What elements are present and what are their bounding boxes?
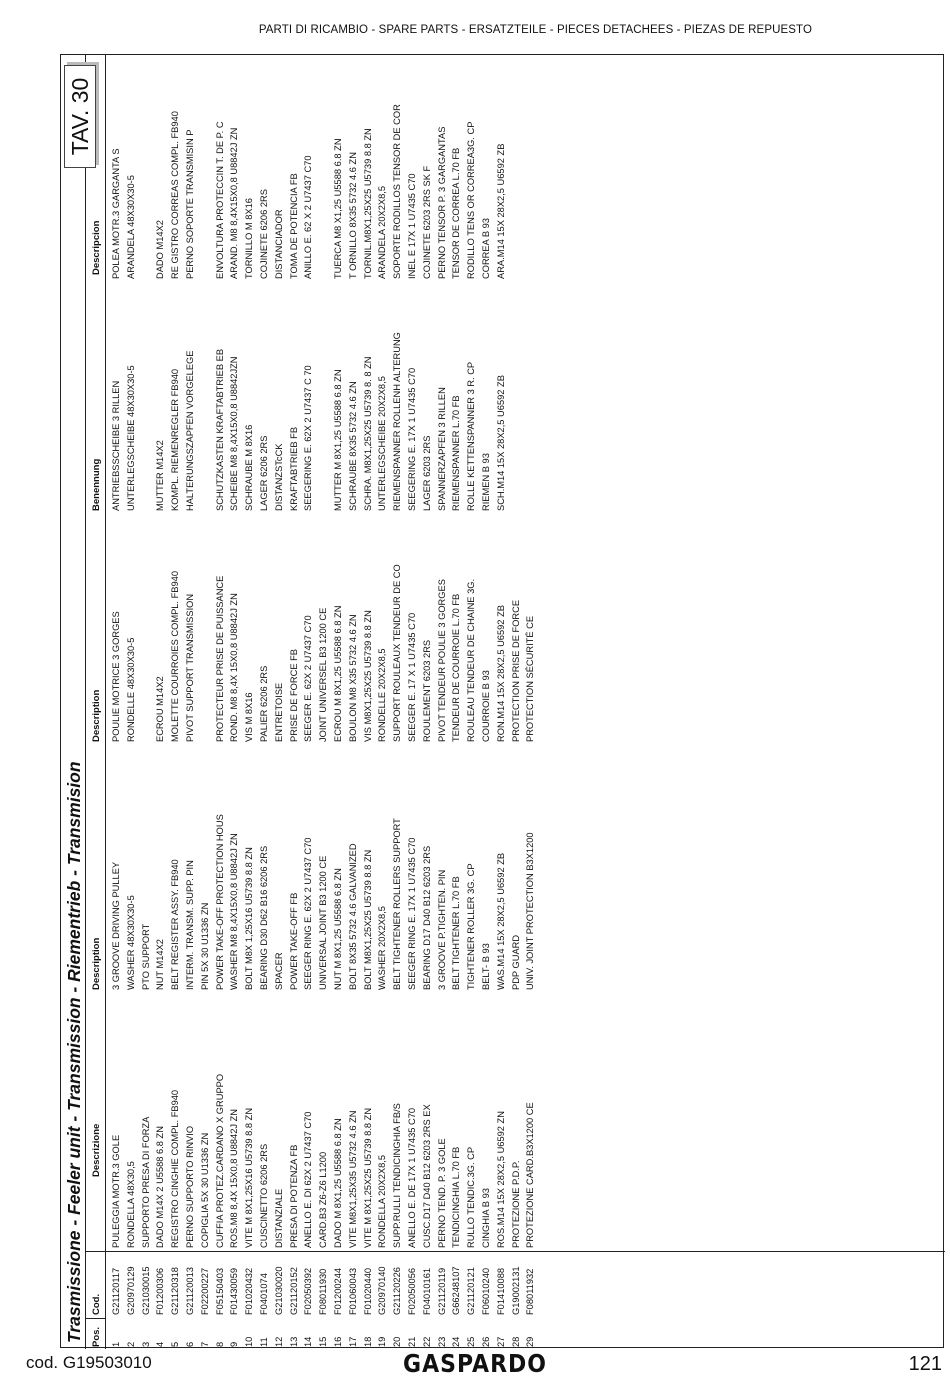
cell-code: F01410088 <box>495 1267 506 1315</box>
cell-description-fr: ROND. M8 8,4X 15X0,8 U8842J ZN <box>229 593 240 742</box>
cell-benennung: LAGER 6206 2RS <box>259 435 269 511</box>
header-descrizione: Descrizione <box>91 1123 102 1177</box>
cell-code: F08011930 <box>318 1268 329 1315</box>
cell-descripcion: ARA.M14 15X 28X2,5 U6592 ZB <box>495 143 506 279</box>
cell-descrizione: ROS.M14 15X 28X2,5 U6592 ZN <box>495 1111 506 1248</box>
cell-pos: 11 <box>259 1337 269 1347</box>
header-description-fr: Description <box>91 689 102 742</box>
cell-description-en: SPACER <box>273 952 284 990</box>
cell-description-fr: PROTECTION PRISE DE FORCE <box>510 599 521 742</box>
cell-descrizione: PROTEZIONE CARD.B3X1200 CE <box>525 1102 536 1248</box>
cell-code: F01430059 <box>229 1267 240 1315</box>
cell-pos: 5 <box>170 1341 181 1347</box>
cell-code: G20970129 <box>125 1266 136 1315</box>
cell-pos: 18 <box>362 1336 373 1347</box>
cell-description-en: POWER TAKE-OFF PROTECTION HOUS <box>214 814 225 990</box>
cell-description-en: UNIVERSAL JOINT B3 1200 CE <box>318 855 329 990</box>
cell-description-en: NUT M 8X1,25 U5588 6.8 ZN <box>333 868 343 990</box>
cell-description-fr: BOULON M8 X35 5732 4.6 ZN <box>347 614 358 742</box>
cell-description-fr: PRISE DE FORCE FB <box>288 649 299 742</box>
cell-description-en: WAS.M14 15X 28X2,5 U6592 ZB <box>495 852 506 990</box>
cell-descripcion: ARAND. M8 8,4X15X0,8 U8842J ZN <box>229 127 240 279</box>
brand-logo: GASPARDO <box>403 1350 547 1379</box>
cell-descrizione: SUPPORTO PRESA DI FORZA <box>140 1116 151 1248</box>
cell-benennung: SEEGERING E. 62X 2 U7437 C 70 <box>303 365 314 511</box>
cell-description-en: BELT TIGHTENER ROLLERS SUPPORT <box>392 818 403 990</box>
cell-description-en: PIN 5X 30 U1336 ZN <box>199 902 210 990</box>
cell-pos: 8 <box>214 1341 225 1347</box>
header-cod: Cod. <box>91 1293 102 1315</box>
cell-code: F06010240 <box>481 1267 491 1315</box>
cell-code: G20970140 <box>377 1266 388 1315</box>
cell-descripcion: RE GISTRO CORREAS COMPL. FB940 <box>170 111 181 279</box>
cell-code: F08011932 <box>525 1268 536 1315</box>
parts-table-frame <box>60 54 944 1348</box>
cell-pos: 1 <box>111 1341 121 1347</box>
cell-descrizione: PULEGGIA MOTR.3 GOLE <box>111 1134 121 1248</box>
cell-description-fr: VIS M 8X16 <box>244 692 255 742</box>
cell-benennung: ROLLE KETTENSPANNER 3 R. CP <box>466 361 477 511</box>
cell-code: F01020432 <box>244 1267 255 1315</box>
cell-pos: 12 <box>273 1336 284 1347</box>
cell-description-fr: PIVOT SUPPORT TRANSMISSION <box>185 593 195 742</box>
cell-description-en: BELT TIGHTENER L.70 FB <box>451 876 462 990</box>
cell-code: F02050056 <box>407 1267 417 1315</box>
column-divider-pos <box>85 1318 105 1319</box>
cell-pos: 22 <box>421 1336 432 1347</box>
cell-pos: 20 <box>392 1336 403 1347</box>
cell-pos: 17 <box>347 1336 358 1347</box>
cell-benennung: SCH.M14 15X 28X2,5 U6592 ZB <box>495 375 506 511</box>
cell-descrizione: PROTEZIONE P.D.P. <box>510 1160 521 1248</box>
cell-description-en: WASHER M8 8,4X15X0,8 U8842J ZN <box>229 833 240 990</box>
cell-description-en: 3 GROOVE DRIVING PULLEY <box>111 861 121 990</box>
cell-descrizione: TENDICINGHIA L.70 FB <box>451 1146 462 1248</box>
cell-descripcion: DADO M14X2 <box>155 220 166 279</box>
cell-pos: 3 <box>140 1341 151 1347</box>
cell-descripcion: TENSOR DE CORREA L.70 FB <box>451 147 462 279</box>
cell-descrizione: ANELLO E. DI 62X 2 U7437 C70 <box>303 1111 314 1248</box>
cell-descrizione: CINGHIA B 93 <box>481 1188 491 1248</box>
cell-description-en: NUT M14X2 <box>155 939 166 990</box>
cell-description-fr: VIS M8X1,25X25 U5739 8.8 ZN <box>362 610 373 742</box>
cell-description-fr: PALIER 6206 2RS <box>259 665 269 742</box>
cell-description-fr: ECROU M14X2 <box>155 676 166 742</box>
cell-descrizione: VITE M8X1,25X35 U5732 4.6 ZN <box>347 1110 358 1248</box>
cell-description-fr: ROULEMENT 6203 2RS <box>421 639 432 742</box>
cell-descripcion: TUERCA M8 X1,25 U5588 6.8 ZN <box>333 138 343 279</box>
cell-description-fr: JOINT UNIVERSEL B3 1200 CE <box>318 607 329 742</box>
cell-descripcion: ARANDELA 20X2X8,5 <box>377 185 388 279</box>
cell-descrizione: ANELLO E. DE 17X 1 U7435 C70 <box>407 1107 417 1248</box>
cell-descripcion: RODILLO TENS OR CORREA3G. CP <box>466 121 477 279</box>
cell-descripcion: PERNO TENSOR P. 3 GARGANTAS <box>436 126 447 279</box>
cell-pos: 23 <box>436 1336 447 1347</box>
cell-benennung: SCHUTZKASTEN KRAFTABTRIEB EB <box>214 348 225 511</box>
cell-descrizione: RONDELLA 20X2X8,5 <box>377 1154 388 1248</box>
page-header: PARTI DI RICAMBIO - SPARE PARTS - ERSATZTEILE - PIECES DETACHEES - PIEZAS DE REPUESTO <box>258 24 812 36</box>
cell-code: G21120117 <box>111 1267 121 1315</box>
cell-description-fr: ENTRETOISE <box>273 682 284 742</box>
cell-pos: 21 <box>407 1336 417 1347</box>
cell-description-fr: MOLETTE COURROIES COMPL. FB940 <box>170 571 181 742</box>
cell-descripcion: INEL E 17X 1 U7435 C70 <box>407 173 417 279</box>
cell-pos: 16 <box>333 1336 343 1347</box>
cell-description-en: BOLT 8X35 5732 4.6 GALVANIZED <box>347 843 358 990</box>
cell-descrizione: RULLO TENDIC.3G. CP <box>466 1146 477 1248</box>
header-description-en: Description <box>91 937 102 990</box>
cell-pos: 25 <box>466 1336 477 1347</box>
cell-descripcion: DISTANCIADOR <box>273 209 284 279</box>
cell-descrizione: DADO M 8X1,25 U5588 6.8 ZN <box>333 1118 343 1248</box>
cell-description-en: BEARING D30 D62 B16 6206 2RS <box>259 845 269 990</box>
cell-benennung: KRAFTABTRIEB FB <box>288 426 299 511</box>
cell-code: F01200244 <box>333 1267 343 1315</box>
cell-description-fr: ROULEAU TENDEUR DE CHAINE 3G. <box>466 578 477 742</box>
cell-benennung: LAGER 6203 2RS <box>421 435 432 511</box>
cell-description-fr: RONDELLE 48X30X30-5 <box>125 637 136 742</box>
cell-descrizione: DADO M14X 2 U5588 6.8 ZN <box>155 1126 166 1248</box>
cell-code: G21120013 <box>185 1267 195 1315</box>
table-title: Trasmissione - Feeler unit - Transmission - Riementrieb - Transmision <box>64 761 84 1343</box>
cell-pos: 10 <box>244 1336 255 1347</box>
cell-benennung: SCHRA. M8X1,25X25 U5739 8. 8 ZN <box>362 356 373 511</box>
cell-pos: 13 <box>288 1336 299 1347</box>
cell-code: F0401074 <box>259 1273 269 1315</box>
document-code: cod. G19503010 <box>26 1353 152 1372</box>
cell-descripcion: ENVOLTURA PROTECCIN T. DE P. C <box>214 121 225 279</box>
cell-descrizione: CUSCINETTO 6206 2RS <box>259 1143 269 1248</box>
cell-description-en: INTERM. TRANSM. SUPP. PIN <box>185 860 195 990</box>
cell-description-fr: PROTECTEUR PRISE DE PUISSANCE <box>214 575 225 742</box>
cell-benennung: MUTTER M14X2 <box>155 440 166 511</box>
cell-description-fr: ECROU M 8X1,25 U5588 6.8 ZN <box>333 605 343 742</box>
cell-description-en: BELT REGISTER ASSY. FB940 <box>170 859 181 990</box>
cell-pos: 24 <box>451 1336 462 1347</box>
title-divider <box>85 55 86 1349</box>
cell-descripcion: ARANDELA 48X30X30-5 <box>125 175 136 279</box>
cell-benennung: MUTTER M 8X1,25 U5588 6.8 ZN <box>333 369 343 511</box>
cell-pos: 9 <box>229 1341 240 1347</box>
cell-description-fr: SEEGER E. 17 X 1 U7435 C70 <box>407 612 417 742</box>
cell-benennung: SCHRAUBE 8X35 5732 4.6 ZN <box>347 381 358 511</box>
cell-descrizione: CUFFIA PROTEZ.CARDANO X GRUPPO <box>214 1073 225 1248</box>
cell-pos: 2 <box>125 1341 136 1347</box>
cell-description-en: PTO SUPPORT <box>140 923 151 990</box>
cell-description-en: POWER TAKE-OFF FB <box>288 892 299 990</box>
cell-description-en: BELT- B 93 <box>481 943 491 990</box>
cell-descrizione: DISTANZIALE <box>273 1188 284 1248</box>
cell-descripcion: T ORNILLO 8X35 5732 4.6 ZN <box>347 152 358 279</box>
cell-code: F01060043 <box>347 1267 358 1315</box>
cell-descrizione: ROS.M8 8,4X 15X0,8 U8842J ZN <box>229 1108 240 1248</box>
cell-pos: 15 <box>318 1336 329 1347</box>
cell-pos: 7 <box>199 1341 210 1347</box>
cell-descrizione: CUSC.D17 D40 B12 6203 2RS EX <box>421 1104 432 1248</box>
cell-pos: 6 <box>185 1341 195 1347</box>
cell-code: G21120119 <box>436 1267 447 1315</box>
cell-benennung: KOMPL. RIEMENREGLER FB940 <box>170 368 181 511</box>
cell-description-fr: SUPPORT ROULEAUX TENDEUR DE CO <box>392 564 403 742</box>
cell-benennung: RIEMENSPANNER L.70 FB <box>451 395 462 511</box>
cell-descrizione: PERNO TEND. P. 3 GOLE <box>436 1138 447 1248</box>
cell-descripcion: POLEA MOTR.3 GARGANTA S <box>111 148 121 279</box>
cell-description-fr: PIVOT TENDEUR POULIE 3 GORGES <box>436 579 447 742</box>
cell-descripcion: COJINETE 6203 2RS SK F <box>421 165 432 279</box>
cell-description-en: BEARING D17 D40 B12 6203 2RS <box>421 845 432 990</box>
cell-pos: 26 <box>481 1336 491 1347</box>
page-number: 121 <box>908 1353 942 1375</box>
cell-pos: 29 <box>525 1336 536 1347</box>
cell-code: F01200306 <box>155 1267 166 1315</box>
cell-pos: 28 <box>510 1336 521 1347</box>
cell-descripcion: COJINETE 6206 2RS <box>259 189 269 279</box>
cell-description-en: PDP GUARD <box>510 934 521 990</box>
cell-descrizione: PRESA DI POTENZA FB <box>288 1144 299 1248</box>
cell-code: G21030020 <box>273 1266 284 1315</box>
cell-benennung: UNTERLEGSCHEIBE 48X30X30-5 <box>125 365 136 511</box>
cell-description-fr: RON.M14 15X 28X2,5 U6592 ZB <box>495 605 506 742</box>
cell-description-fr: SEEGER E. 62X 2 U7437 C70 <box>303 615 314 742</box>
header-divider <box>105 55 106 1349</box>
cell-code: F02200227 <box>199 1267 210 1315</box>
cell-descripcion: SOPORTE RODILLOS TENSOR DE COR <box>392 104 403 279</box>
cell-descrizione: COPIGLIA 5X 30 U1336 ZN <box>199 1132 210 1248</box>
table-reference: TAV. 30 <box>64 65 96 168</box>
cell-description-fr: POULIE MOTRICE 3 GORGES <box>111 611 121 742</box>
cell-benennung: HALTERUNGSZAPFEN VORGELEGE <box>185 350 195 511</box>
cell-code: G21030015 <box>140 1266 151 1315</box>
header-benennung: Benennung <box>91 458 102 511</box>
cell-benennung: SPANNERZAPFEN 3 RILLEN <box>436 387 447 511</box>
cell-descripcion: PERNO SOPORTE TRANSMISIN P <box>185 129 195 279</box>
cell-description-en: UNIV. JOINT PROTECTION B3X1200 <box>525 832 536 990</box>
cell-benennung: SCHRAUBE M 8X16 <box>244 424 255 511</box>
cell-pos: 19 <box>377 1336 388 1347</box>
header-pos: Pos. <box>91 1326 102 1347</box>
cell-description-fr: RONDELLE 20X2X8,5 <box>377 648 388 742</box>
cell-descripcion: TORNILLO M 8X16 <box>244 198 255 279</box>
cell-benennung: SEEGERING E. 17X 1 U7435 C70 <box>407 367 417 511</box>
cell-description-fr: PROTECTION SÉCURITÉ CE <box>525 615 536 742</box>
cell-descripcion: TOMA DE POTENCIA FB <box>288 173 299 279</box>
cell-benennung: SCHEIBE M8 8,4X15X0,8 U8842JZN <box>229 356 240 511</box>
cell-description-en: SEEGER RING E. 62X 2 U7437 C70 <box>303 837 314 990</box>
cell-descrizione: CARD.B3 Z6-Z6 L1200 <box>318 1151 329 1248</box>
cell-description-en: BOLT M8X1,25X25 U5739 8.8 ZN <box>362 849 373 990</box>
cell-benennung: RIEMEN B 93 <box>481 453 491 511</box>
cell-benennung: DISTANZSTcCK <box>273 443 284 511</box>
cell-description-en: TIGHTENER ROLLER 3G. CP <box>466 863 477 990</box>
cell-code: G19002131 <box>510 1266 521 1315</box>
cell-descrizione: RONDELLA 48X30,5 <box>125 1161 136 1248</box>
column-divider-cod <box>85 1251 945 1252</box>
cell-pos: 4 <box>155 1341 166 1347</box>
cell-description-en: WASHER 20X2X8,5 <box>377 906 388 990</box>
header-descripcion: Descripcion <box>91 220 102 275</box>
cell-code: F05150403 <box>214 1267 225 1315</box>
cell-code: F04010161 <box>421 1267 432 1315</box>
cell-descripcion: ANILLO E. 62 X 2 U7437 C70 <box>303 155 314 279</box>
cell-descrizione: PERNO SUPPORTO RINVIO <box>185 1125 195 1248</box>
cell-pos: 14 <box>303 1336 314 1347</box>
cell-descripcion: TORNIL.M8X1,25X25 U5739 8.8 ZN <box>362 128 373 279</box>
rotated-parts-table <box>61 55 945 1349</box>
cell-code: F02050392 <box>303 1267 314 1315</box>
cell-descrizione: SUPP.RULLI TENDICINGHIA FB/S <box>392 1103 403 1248</box>
cell-description-fr: TENDEUR DE COURROIE L.70 FB <box>451 593 462 742</box>
cell-descrizione: VITE M 8X1,25X16 U5739 8.8 ZN <box>244 1107 255 1248</box>
cell-description-en: SEEGER RING E. 17X 1 U7435 C70 <box>407 837 417 990</box>
cell-descrizione: VITE M 8X1,25X25 U5739 8.8 ZN <box>362 1107 373 1248</box>
cell-code: G21120152 <box>288 1267 299 1315</box>
cell-benennung: ANTRIEBSSCHEIBE 3 RILLEN <box>111 380 121 511</box>
cell-benennung: UNTERLEGSCHEIBE 20X2X8,5 <box>377 376 388 511</box>
cell-benennung: RIEMENSPANNER ROLLENH ALTERUNG <box>392 332 403 511</box>
cell-description-fr: COURROIE B 93 <box>481 670 491 742</box>
cell-pos: 27 <box>495 1336 506 1347</box>
cell-descripcion: CORREA B 93 <box>481 218 491 279</box>
cell-code: F01020440 <box>362 1267 373 1315</box>
cell-description-en: 3 GROOVE P.TIGHTEN. PIN <box>436 869 447 990</box>
cell-code: G66248107 <box>451 1266 462 1315</box>
cell-code: G21120226 <box>392 1267 403 1315</box>
cell-code: G21120318 <box>170 1267 181 1315</box>
cell-description-en: WASHER 48X30X30-5 <box>125 895 136 990</box>
cell-descrizione: REGISTRO CINGHIE COMPL. FB940 <box>170 1089 181 1248</box>
cell-description-en: BOLT M8X 1,25X16 U5739 8.8 ZN <box>244 847 255 990</box>
cell-code: G21120121 <box>466 1267 477 1315</box>
